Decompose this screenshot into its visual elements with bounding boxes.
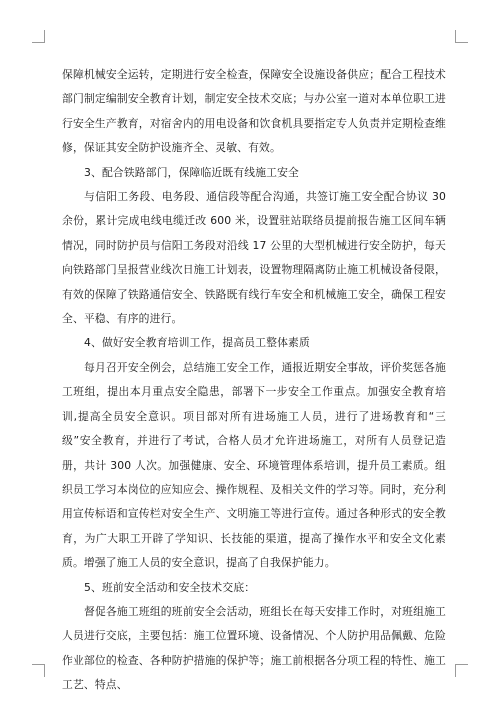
crop-mark-top-right — [455, 30, 468, 43]
paragraph-railway-cooperation: 与信阳工务段、电务段、通信段等配合沟通，共签订施工安全配合协议 30 余份，累计完成电线电缆迁改 600 米，设置驻站联络员提前报告施工区间车辆情况，同时防护员与信阳工务段对沿线 17 公里的大型机械进行安全防护，每天向铁路部门呈报营业线次日施工计划表，设置物理隔离防止施工机械设备侵限，有效的保障了铁路通信安全、铁路既有线行车安全和机械施工安全，确保工程安全、平稳、有序的进行。 — [62, 190, 446, 326]
heading-railway-cooperation: 3、配合铁路部门，保障临近既有线施工安全 — [84, 165, 300, 179]
crop-mark-bottom-right — [455, 664, 468, 677]
paragraph-safety-training: 每月召开安全例会，总结施工安全工作，通报近期安全事故，评价奖惩各施工班组，提出本月重点安全隐患，部署下一步安全工作重点。加强安全教育培训,提高全员安全意识。项目部对所有进场施工人员，进行了进场教育和“三级”安全教育，并进行了考试，合格人员才允许进场施工，对所有人员登记造册，共计 300 人次。加强健康、安全、环境管理体系培训，提升员工素质。组织员工学习本岗位的应知应会、操作规程、及相关文件的学习等。同时，充分利用宣传标语和宣传栏对安全生产、文明施工等进行宣传。通过各种形式的安全教育，为广大职工开辟了学知识、长技能的渠道，提高了操作水平和安全文化素质。增强了施工人员的安全意识，提高了自我保护能力。 — [62, 360, 446, 570]
heading-pre-shift-activities: 5、班前安全活动和安全技术交底： — [84, 580, 256, 594]
paragraph-pre-shift-activities: 督促各施工班组的班前安全会活动，班组长在每天安排工作时，对班组施工人员进行交底，主要包括：施工位置环境、设备情况、个人防护用品佩戴、危险作业部位的检查、各种防护措施的保护等；施工前根据各分项工程的特性、施工工艺、特点、 — [62, 604, 446, 692]
paragraph-safety-equipment: 保障机械安全运转，定期进行安全检查，保障安全设施设备供应；配合工程技术部门制定编制安全教育计划，制定安全技术交底；与办公室一道对本单位职工进行安全生产教育，对宿舍内的用电设备和饮食机具要指定专人负责并定期检查维修，保证其安全防护设施齐全、灵敏、有效。 — [62, 68, 446, 155]
document-body — [62, 63, 446, 698]
heading-safety-training: 4、做好安全教育培训工作，提高员工整体素质 — [84, 336, 310, 350]
crop-mark-top-left — [32, 30, 45, 43]
crop-mark-bottom-left — [32, 664, 45, 677]
